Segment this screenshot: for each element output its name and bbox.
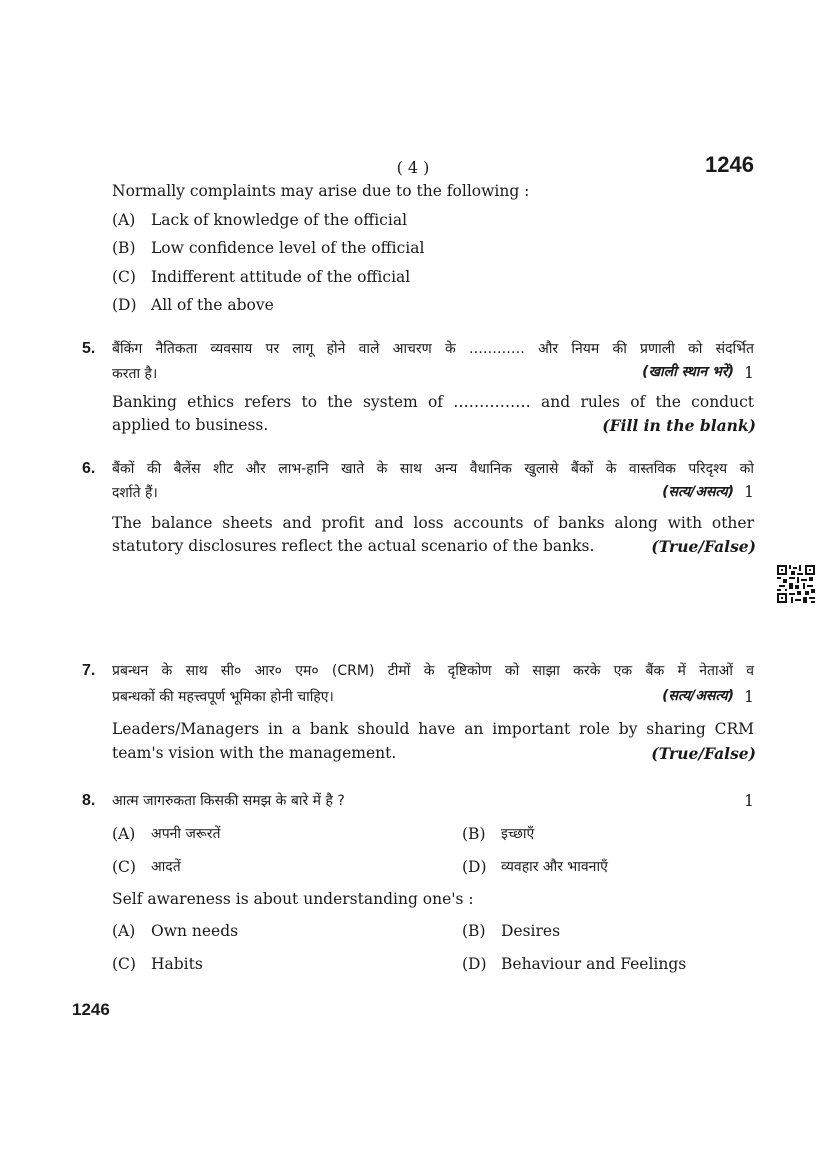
q5-english-line2: applied to business.	[112, 416, 269, 434]
q6-hindi-tag: (सत्य/असत्य)	[662, 484, 734, 500]
option-letter: (C)	[112, 858, 136, 876]
option-letter: (B)	[462, 922, 486, 940]
q8-number: 8.	[82, 792, 96, 809]
q7-number: 7.	[82, 662, 96, 679]
q6-hindi-line2: दर्शाते हैं।	[112, 485, 158, 501]
option-letter: (A)	[112, 825, 136, 843]
q6-number: 6.	[82, 460, 96, 477]
option-text: Habits	[151, 955, 203, 973]
q6-mark: 1	[744, 483, 754, 501]
paper-code-top: 1246	[705, 152, 754, 177]
q7-english-line2: team's vision with the management.	[112, 744, 397, 762]
option-text: आदतें	[151, 859, 181, 875]
option-letter: (B)	[462, 825, 486, 843]
q5-english-tag: (Fill in the blank)	[602, 416, 756, 435]
option-text: All of the above	[151, 296, 274, 314]
option-text: Lack of knowledge of the official	[151, 211, 408, 229]
q5-english-line1: Banking ethics refers to the system of …………… and rules of the conduct	[112, 393, 754, 411]
q6-english-tag: (True/False)	[651, 537, 756, 556]
q7-hindi-line1: प्रबन्धन के साथ सी० आर० एम० (CRM) टीमों के दृष्टिकोण को साझा करके एक बैंक में नेताओं व	[112, 663, 754, 679]
q7-mark: 1	[744, 688, 754, 706]
q7-english-tag: (True/False)	[651, 744, 756, 763]
option-text: व्यवहार और भावनाएँ	[501, 859, 608, 875]
option-text: Own needs	[151, 922, 239, 940]
option-text: Desires	[501, 922, 561, 940]
q5-hindi-line1: बैंकिंग नैतिकता व्यवसाय पर लागू होने वाले आचरण के ………… और नियम की प्रणाली को संदर्भित	[112, 341, 754, 357]
option-text: अपनी जरूरतें	[151, 826, 221, 842]
q6-english-line1: The balance sheets and profit and loss accounts of banks along with other	[112, 514, 754, 532]
option-text: Behaviour and Feelings	[501, 955, 687, 973]
q5-hindi-tag: (खाली स्थान भरें)	[642, 364, 734, 380]
option-letter: (D)	[112, 296, 137, 314]
q5-mark: 1	[744, 364, 754, 382]
option-letter: (C)	[112, 955, 136, 973]
q6-hindi-line1: बैंकों की बैलेंस शीट और लाभ-हानि खाते के साथ अन्य वैधानिक खुलासे बैंकों के वास्तविक परिदृश्य को	[112, 461, 754, 477]
option-letter: (D)	[462, 858, 487, 876]
option-letter: (A)	[112, 211, 136, 229]
option-letter: (D)	[462, 955, 487, 973]
q7-hindi-line2: प्रबन्धकों की महत्त्वपूर्ण भूमिका होनी चाहिए।	[112, 689, 334, 705]
qr-code-icon	[777, 565, 815, 603]
paper-code-bottom: 1246	[72, 1000, 110, 1019]
q8-mark: 1	[744, 792, 754, 810]
q7-english-line1: Leaders/Managers in a bank should have an important role by sharing CRM	[112, 720, 754, 738]
option-letter: (B)	[112, 239, 136, 257]
q8-hindi-stem: आत्म जागरुकता किसकी समझ के बारे में है ?	[112, 793, 345, 809]
option-letter: (A)	[112, 922, 136, 940]
option-text: इच्छाएँ	[501, 826, 535, 842]
q5-number: 5.	[82, 340, 96, 357]
option-letter: (C)	[112, 268, 136, 286]
q4-stem: Normally complaints may arise due to the following :	[112, 182, 530, 200]
page-number: ( 4 )	[396, 158, 430, 177]
q6-english-line2: statutory disclosures reflect the actual scenario of the banks.	[112, 537, 595, 555]
q8-english-stem: Self awareness is about understanding one's :	[112, 890, 474, 908]
option-text: Low confidence level of the official	[151, 239, 425, 257]
q7-hindi-tag: (सत्य/असत्य)	[662, 688, 734, 704]
q5-hindi-line2: करता है।	[112, 366, 158, 382]
option-text: Indifferent attitude of the official	[151, 268, 411, 286]
